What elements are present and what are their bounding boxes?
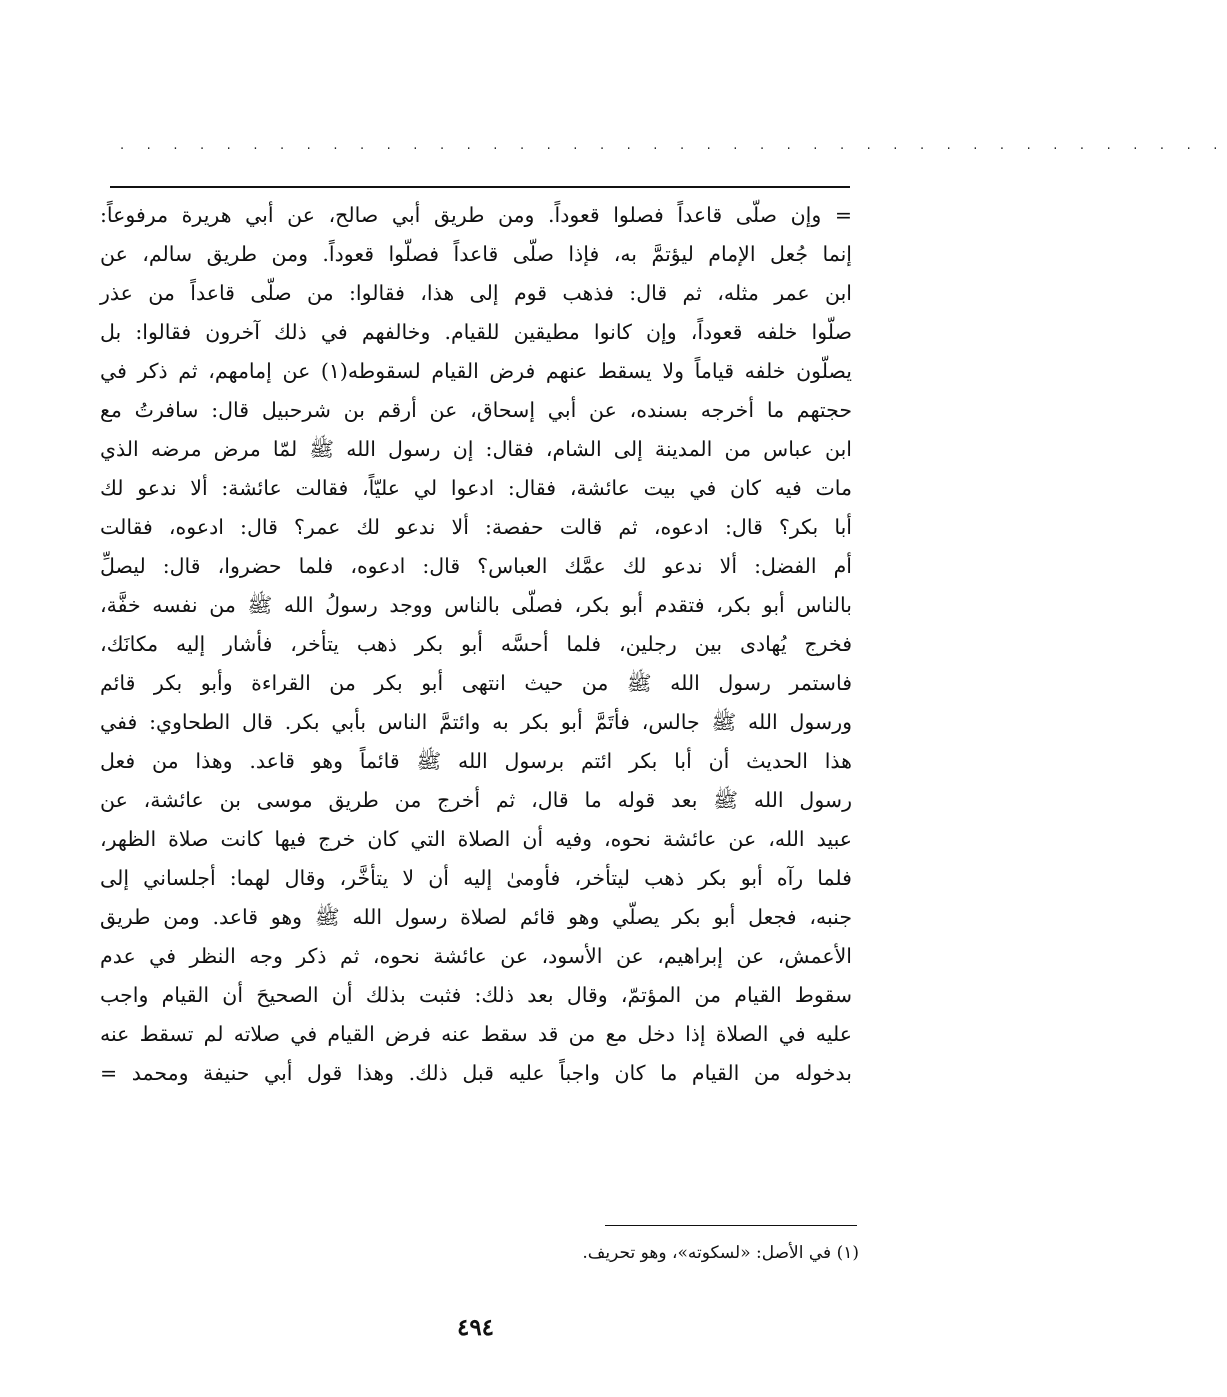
footnote-text: في الأصل: «لسكوته»، وهو تحريف. [582, 1243, 832, 1263]
text-line: فخرج يُهادى بين رجلين، فلما أحسَّه أبو بكر ذهب يتأخر، فأشار إليه مكانَك، [100, 632, 852, 656]
text-line: فاستمر رسول الله ﷺ من حيث انتهى أبو بكر من القراءة وأبو بكر قائم [100, 671, 852, 695]
text-line: هذا الحديث أن أبا بكر ائتم برسول الله ﷺ قائماً وهو قاعد. وهذا من فعل [100, 749, 852, 773]
text-line: الأعمش، عن إبراهيم، عن الأسود، عن عائشة نحوه، ثم ذكر وجه النظر في عدم [100, 944, 852, 968]
text-line: ابن عمر مثله، ثم قال: فذهب قوم إلى هذا، فقالوا: من صلّى قاعداً من عذر [100, 281, 853, 305]
text-line: عبيد الله، عن عائشة نحوه، وفيه أن الصلاة التي كان خرج فيها كانت صلاة الظهر، [100, 827, 852, 851]
text-line: = وإن صلّى قاعداً فصلوا قعوداً. ومن طريق أبي صالح، عن أبي هريرة مرفوعاً: [100, 203, 852, 227]
text-line: سقوط القيام من المؤتمّ، وقال بعد ذلك: فثبت بذلك أن الصحيحَ أن القيام واجب [100, 983, 852, 1007]
text-line: رسول الله ﷺ بعد قوله ما قال، ثم أخرج من طريق موسى بن عائشة، عن [100, 788, 852, 812]
footnote-divider [605, 1225, 857, 1226]
header-dot-rule: . . . . . . . . . . . . . . . . . . . . . . . . . . . . . . . . . . . . . . . . . . [120, 138, 1227, 153]
text-line: أم الفضل: ألا ندعو لك عمَّك العباس؟ قال: ادعوه، فلما حضروا، قال: ليصلِّ [100, 554, 852, 578]
text-line: إنما جُعل الإمام ليؤتمَّ به، فإذا صلّى قاعداً فصلّوا قعوداً. ومن طريق سالم، عن [100, 242, 852, 266]
page-number: ٤٩٤ [456, 1314, 495, 1341]
text-line: حجتهم ما أخرجه بسنده، عن أبي إسحاق، عن أرقم بن شرحبيل قال: سافرتُ مع [100, 398, 852, 422]
main-text-block [100, 196, 852, 1093]
text-line: صلّوا خلفه قعوداً، وإن كانوا مطيقين للقيام. وخالفهم في ذلك آخرون فقالوا: بل [100, 320, 852, 344]
top-divider [110, 186, 850, 188]
footnote-marker: (١) [836, 1243, 859, 1263]
text-line: جنبه، فجعل أبو بكر يصلّي وهو قائم لصلاة رسول الله ﷺ وهو قاعد. ومن طريق [100, 905, 852, 929]
text-line: يصلّون خلفه قياماً ولا يسقط عنهم فرض القيام لسقوطه(١) عن إمامهم، ثم ذكر في [100, 359, 852, 383]
text-line: بدخوله من القيام ما كان واجباً عليه قبل ذلك. وهذا قول أبي حنيفة ومحمد = [100, 1061, 852, 1085]
text-line: فلما رآه أبو بكر ذهب ليتأخر، فأومىٰ إليه أن لا يتأخَّر، وقال لهما: أجلساني إلى [100, 866, 852, 890]
text-line: عليه في الصلاة إذا دخل مع من قد سقط عنه فرض القيام في صلاته لم تسقط عنه [100, 1022, 852, 1046]
text-line: بالناس أبو بكر، فتقدم أبو بكر، فصلّى بالناس ووجد رسولُ الله ﷺ من نفسه خفَّة، [100, 593, 852, 617]
text-line: ورسول الله ﷺ جالس، فأتَمَّ أبو بكر به وائتمَّ الناس بأبي بكر. قال الطحاوي: ففي [100, 710, 852, 734]
text-line: أبا بكر؟ قال: ادعوه، ثم قالت حفصة: ألا ندعو لك عمر؟ قال: ادعوه، فقالت [100, 515, 852, 539]
text-line: ابن عباس من المدينة إلى الشام، فقال: إن رسول الله ﷺ لمّا مرض مرضه الذي [100, 437, 852, 461]
text-line: مات فيه كان في بيت عائشة، فقال: ادعوا لي عليّاً، فقالت عائشة: ألا ندعو لك [100, 476, 852, 500]
footnote [582, 1238, 859, 1268]
